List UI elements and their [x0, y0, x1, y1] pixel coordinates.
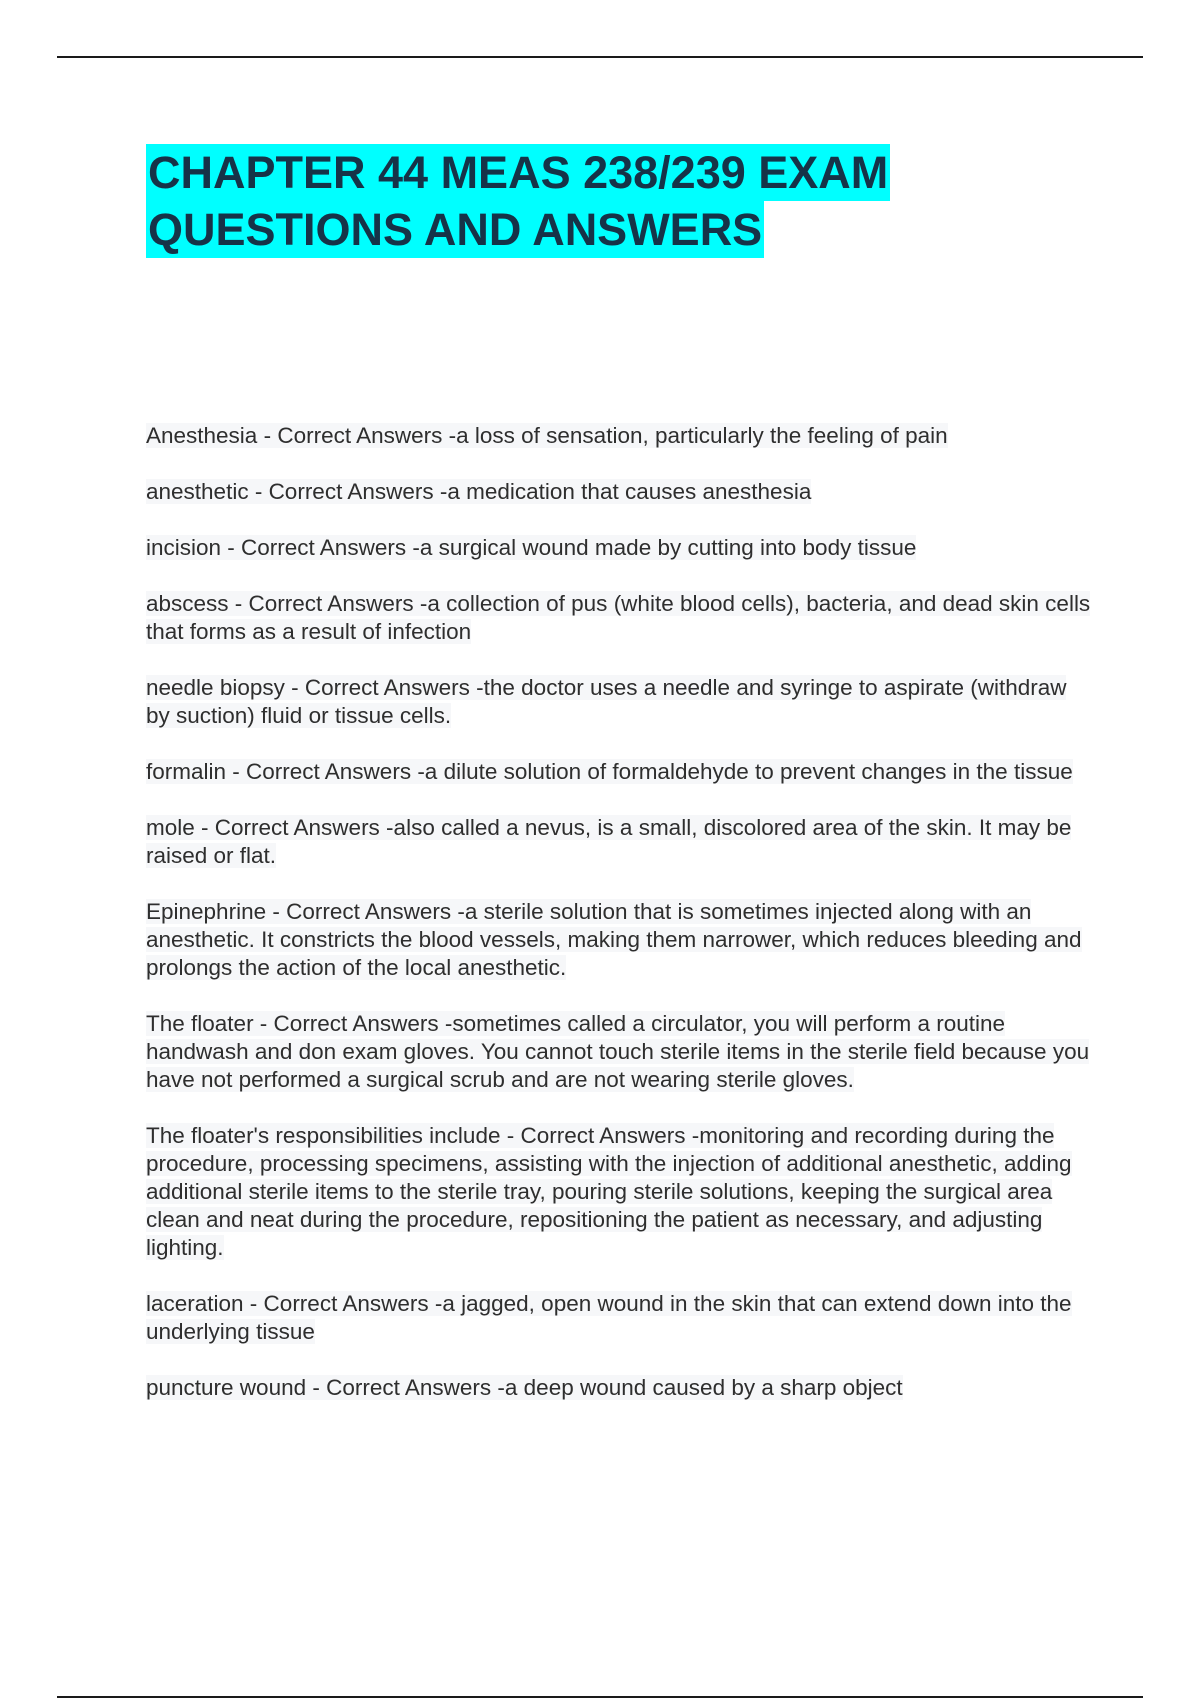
qa-entry-text: The floater - Correct Answers -sometimes called a circulator, you will perform a routine handwash and don exam gloves. You cannot touch sterile items in the sterile field because you have not performed a surgical scrub and are not wearing sterile gloves.	[146, 1011, 1090, 1092]
qa-entry-text: needle biopsy - Correct Answers -the doctor uses a needle and syringe to aspirate (withdraw by suction) fluid or tissue cells.	[146, 675, 1067, 728]
qa-entry-text: mole - Correct Answers -also called a nevus, is a small, discolored area of the skin. It may be raised or flat.	[146, 815, 1072, 868]
title-line-1: CHAPTER 44 MEAS 238/239 EXAM	[146, 144, 890, 201]
qa-entry	[146, 422, 1091, 450]
qa-entry-text: laceration - Correct Answers -a jagged, open wound in the skin that can extend down into the underlying tissue	[146, 1291, 1072, 1344]
qa-entry-text: puncture wound - Correct Answers -a deep wound caused by a sharp object	[146, 1375, 903, 1400]
qa-entry	[146, 534, 1091, 562]
qa-entry	[146, 1374, 1091, 1402]
qa-entry-text: The floater's responsibilities include - Correct Answers -monitoring and recording during the procedure, processing specimens, assisting with the injection of additional anesthetic, adding additional sterile items to the sterile tray, pouring sterile solutions, keeping the surgical area clean and neat during the procedure, repositioning the patient as necessary, and adjusting lighting.	[146, 1123, 1072, 1260]
qa-entry-text: Anesthesia - Correct Answers -a loss of sensation, particularly the feeling of pain	[146, 423, 948, 448]
qa-entry	[146, 814, 1091, 870]
qa-entry	[146, 478, 1091, 506]
qa-entry-text: formalin - Correct Answers -a dilute solution of formaldehyde to prevent changes in the tissue	[146, 759, 1073, 784]
title-line-2: QUESTIONS AND ANSWERS	[146, 201, 764, 258]
qa-entry	[146, 758, 1091, 786]
qa-entry	[146, 590, 1091, 646]
qa-entry-text: incision - Correct Answers -a surgical wound made by cutting into body tissue	[146, 535, 917, 560]
qa-entry	[146, 674, 1091, 730]
qa-entry	[146, 1122, 1091, 1262]
header-rule	[57, 56, 1143, 58]
qa-list	[146, 422, 1091, 1430]
document-title	[146, 144, 1066, 258]
footer-rule	[57, 1696, 1143, 1698]
qa-entry	[146, 898, 1091, 982]
qa-entry	[146, 1290, 1091, 1346]
qa-entry-text: Epinephrine - Correct Answers -a sterile solution that is sometimes injected along with an anesthetic. It constricts the blood vessels, making them narrower, which reduces bleeding and prolongs the action of the local anesthetic.	[146, 899, 1082, 980]
qa-entry	[146, 1010, 1091, 1094]
qa-entry-text: anesthetic - Correct Answers -a medication that causes anesthesia	[146, 479, 812, 504]
qa-entry-text: abscess - Correct Answers -a collection of pus (white blood cells), bacteria, and dead skin cells that forms as a result of infection	[146, 591, 1091, 644]
